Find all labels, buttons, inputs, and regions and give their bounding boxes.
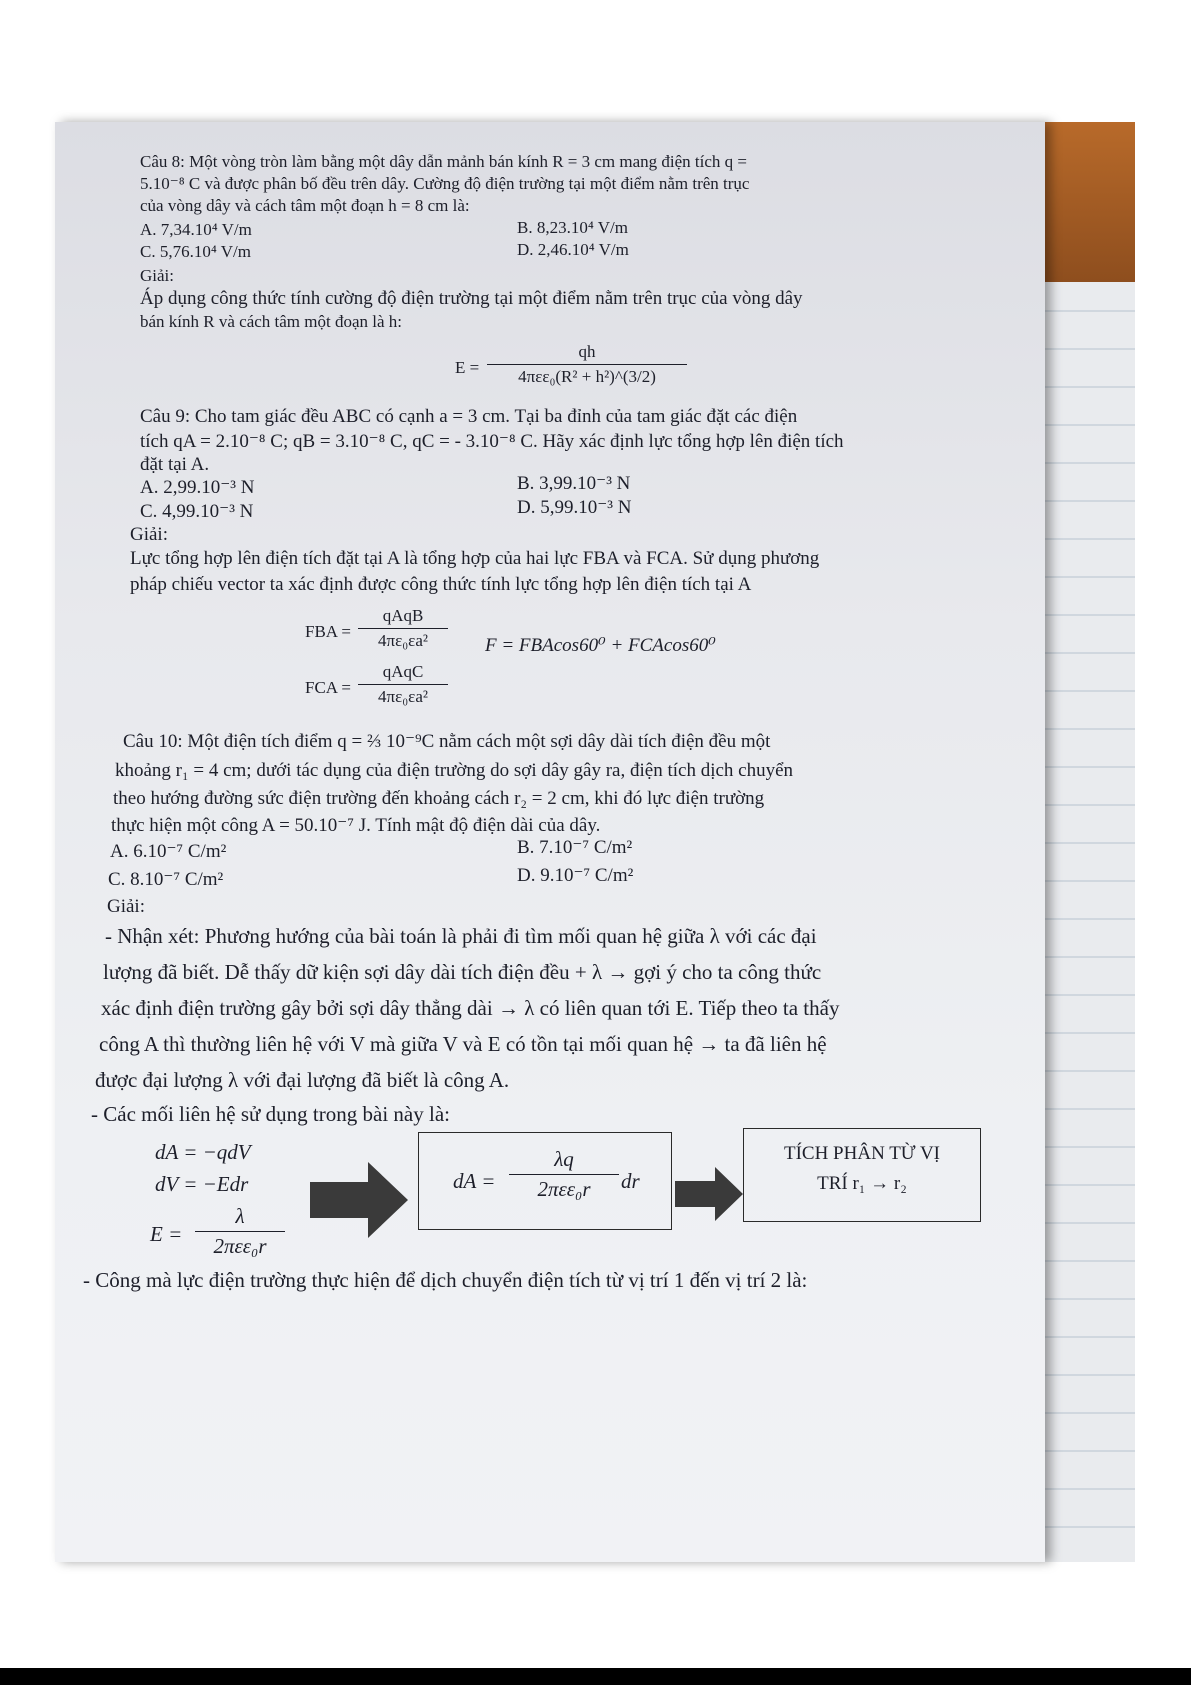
document-page: [55, 122, 1045, 1562]
q9-fba-numerator: qAqB: [358, 606, 448, 629]
q9-fca-denominator: 4πε₀εa²: [378, 687, 428, 706]
q10-eq-field-denominator: 2πεε₀r: [213, 1234, 267, 1258]
q10-option-c: C. 8.10⁻⁷ C/m²: [108, 869, 224, 890]
q10-solution-line6: - Các mối liên hệ sử dụng trong bài này là:: [91, 1102, 450, 1126]
arrow-right-icon: [310, 1160, 410, 1240]
q9-option-c: C. 4,99.10⁻³ N: [140, 501, 254, 522]
q10-eq-field-numerator: λ: [195, 1204, 285, 1232]
q9-fba-denominator: 4πε₀εa²: [378, 631, 428, 650]
box-formula-rhs: dr: [621, 1169, 640, 1193]
q8-solution-line1: Áp dụng công thức tính cường độ điện trường tại một điểm nằm trên trục của vòng dây: [140, 288, 803, 309]
q10-last-line: - Công mà lực điện trường thực hiện để dịch chuyển điện tích từ vị trí 1 đến vị trí 2 là:: [83, 1268, 808, 1292]
q9-solution-label: Giải:: [130, 524, 168, 545]
q10-solution-line4: công A thì thường liên hệ với V mà giữa V và E có tồn tại mối quan hệ → ta đã liên hệ: [99, 1032, 827, 1056]
q8-line1: Câu 8: Một vòng tròn làm bằng một dây dẫn mảnh bán kính R = 3 cm mang điện tích q =: [140, 152, 748, 171]
q8-solution-label: Giải:: [140, 266, 174, 285]
q10-solution-line2: lượng đã biết. Dễ thấy dữ kiện sợi dây dài tích điện đều + λ → gợi ý cho ta công thức: [103, 960, 822, 984]
q8-formula-numerator: qh: [487, 342, 687, 365]
box-formula-denominator: 2πεε₀r: [537, 1177, 591, 1201]
q9-line2: tích qA = 2.10⁻⁸ C; qB = 3.10⁻⁸ C, qC = - 3.10⁻⁸ C. Hãy xác định lực tổng hợp lên điện tích: [140, 431, 844, 452]
q9-option-b: B. 3,99.10⁻³ N: [517, 473, 631, 494]
q8-solution-line2: bán kính R và cách tâm một đoạn là h:: [140, 312, 403, 331]
q9-fca-numerator: qAqC: [358, 662, 448, 685]
q8-option-b: B. 8,23.10⁴ V/m: [517, 218, 628, 237]
q8-formula-denominator: 4πεε₀(R² + h²)^(3/2): [518, 367, 656, 386]
q10-solution-line1: - Nhận xét: Phương hướng của bài toán là phải đi tìm mối quan hệ giữa λ với các đại: [105, 924, 817, 948]
q10-eq-field-lhs: E =: [150, 1222, 183, 1246]
q9-solution-line1: Lực tổng hợp lên điện tích đặt tại A là tổng hợp của hai lực FBA và FCA. Sử dụng phương: [130, 548, 820, 569]
q8-line2: 5.10⁻⁸ C và được phân bố đều trên dây. Cường độ điện trường tại một điểm nằm trên trục: [140, 174, 750, 193]
formula-box: [418, 1132, 672, 1230]
box-formula-lhs: dA =: [453, 1169, 496, 1193]
q10-option-a: A. 6.10⁻⁷ C/m²: [110, 841, 227, 862]
q9-fca-lhs: FCA =: [305, 678, 351, 697]
q9-option-a: A. 2,99.10⁻³ N: [140, 477, 255, 498]
box-formula-numerator: λq: [509, 1147, 619, 1175]
q10-option-b: B. 7.10⁻⁷ C/m²: [517, 837, 633, 858]
q9-solution-line2: pháp chiếu vector ta xác định được công thức tính lực tổng hợp lên điện tích tại A: [130, 574, 752, 595]
q10-line4: thực hiện một công A = 50.10⁻⁷ J. Tính mật độ điện dài của dây.: [111, 815, 601, 836]
q9-fca-fraction: [358, 662, 448, 707]
integration-box-line1: TÍCH PHÂN TỪ VỊ: [783, 1143, 941, 1164]
q8-option-a: A. 7,34.10⁴ V/m: [140, 220, 252, 239]
q10-eq-field-fraction: [195, 1204, 285, 1259]
q10-solution-line3: xác định điện trường gây bởi sợi dây thẳng dài → λ có liên quan tới E. Tiếp theo ta thấy: [101, 996, 840, 1020]
q9-total-force: F = FBAcos60⁰ + FCAcos60⁰: [485, 635, 716, 656]
q10-option-d: D. 9.10⁻⁷ C/m²: [517, 865, 634, 886]
q9-line1: Câu 9: Cho tam giác đều ABC có cạnh a = 3 cm. Tại ba đỉnh của tam giác đặt các điện: [140, 406, 798, 427]
q8-formula-fraction: [487, 342, 687, 387]
q8-option-c: C. 5,76.10⁴ V/m: [140, 242, 251, 261]
q10-solution-line5: được đại lượng λ với đại lượng đã biết là công A.: [95, 1068, 510, 1092]
q9-line3: đặt tại A.: [140, 454, 210, 475]
q10-line3: theo hướng đường sức điện trường đến khoảng cách r₂ = 2 cm, khi đó lực điện trường: [113, 788, 765, 809]
bottom-border: [0, 1668, 1191, 1685]
box-formula-fraction: [509, 1147, 619, 1202]
q8-line3: của vòng dây và cách tâm một đoạn h = 8 cm là:: [140, 196, 470, 215]
q10-line2: khoảng r₁ = 4 cm; dưới tác dụng của điện trường do sợi dây gây ra, điện tích dịch chuyển: [115, 760, 794, 781]
arrow-right-icon: [675, 1165, 745, 1223]
integration-box: [743, 1128, 981, 1222]
q8-formula-lhs: E =: [455, 358, 480, 377]
q9-fba-lhs: FBA =: [305, 622, 351, 641]
q10-eq-work: dA = −qdV: [155, 1140, 251, 1164]
q10-line1: Câu 10: Một điện tích điểm q = ⅔ 10⁻⁹C nằm cách một sợi dây dài tích điện đều một: [123, 731, 771, 752]
q8-option-d: D. 2,46.10⁴ V/m: [517, 240, 629, 259]
q10-solution-label: Giải:: [107, 896, 145, 917]
q10-eq-potential: dV = −Edr: [155, 1172, 249, 1196]
integration-box-line2: TRÍ r₁ → r₂: [817, 1173, 907, 1194]
q9-option-d: D. 5,99.10⁻³ N: [517, 497, 632, 518]
q9-fba-fraction: [358, 606, 448, 651]
